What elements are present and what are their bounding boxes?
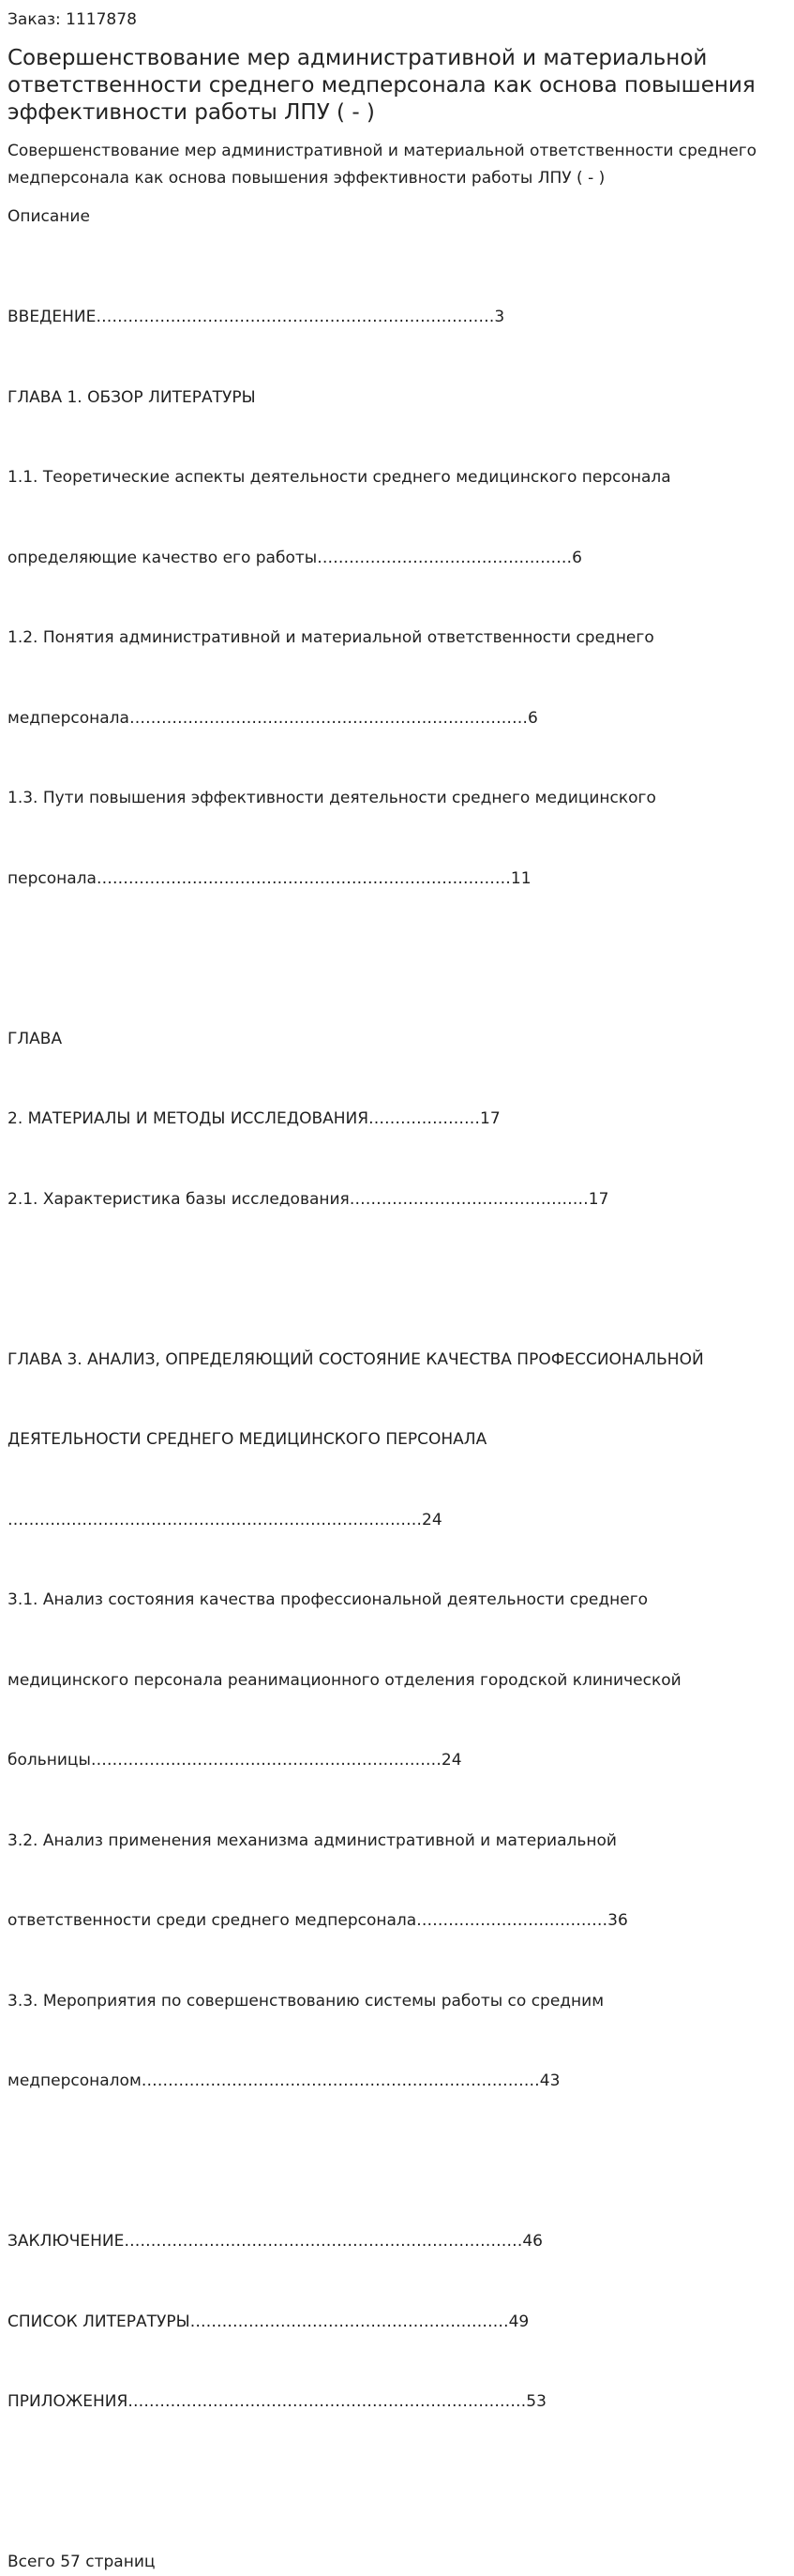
toc-spacer — [7, 1266, 787, 1293]
toc-section-3-1-line-2: медицинского персонала реанимационного отделения городской клинической — [7, 1670, 682, 1690]
toc-section-3-1-line-1: 3.1. Анализ состояния качества профессиональной деятельности среднего — [7, 1590, 649, 1609]
total-pages: Всего 57 страниц — [7, 2553, 156, 2571]
toc-chapter-2-line-1: ГЛАВА — [7, 1029, 63, 1048]
toc-section-3-3-line-1: 3.3. Мероприятия по совершенствованию системы работы со средним — [7, 1991, 605, 2011]
toc-section-2-1: 2.1. Характеристика базы исследования………………………………………17 — [7, 1189, 609, 1209]
toc-spacer — [7, 945, 787, 972]
toc-conclusion: ЗАКЛЮЧЕНИЕ…………………………………………………………………46 — [7, 2232, 544, 2251]
toc-chapter-3-line-3: ……………………………………………………………………24 — [7, 1510, 442, 1529]
toc-chapter-2-line-2: 2. МАТЕРИАЛЫ И МЕТОДЫ ИССЛЕДОВАНИЯ…………………17 — [7, 1109, 501, 1128]
toc-section-1-3-line-2: персонала……………………………………………………………………11 — [7, 868, 532, 888]
toc-spacer — [7, 2148, 787, 2176]
toc-section-3-2-line-1: 3.2. Анализ применения механизма административной и материальной — [7, 1830, 617, 1850]
page-subtitle: Совершенствование мер административной и материальной ответственности среднего медперсонала как основа повышения эффективности работы ЛПУ ( - ) — [7, 142, 757, 188]
toc-chapter-1: ГЛАВА 1. ОБЗОР ЛИТЕРАТУРЫ — [7, 387, 256, 407]
toc-introduction: ВВЕДЕНИЕ…………………………………………………………………3 — [7, 308, 505, 326]
toc-section-1-3-line-1: 1.3. Пути повышения эффективности деятельности среднего медицинского — [7, 789, 656, 807]
toc-section-3-3-line-2: медперсоналом…………………………………………………………………43 — [7, 2071, 561, 2090]
description-heading: Описание — [7, 207, 90, 226]
toc-section-1-1-line-2: определяющие качество его работы…………………………………………6 — [7, 548, 582, 567]
page-title: Совершенствование мер административной и материальной ответственности среднего медперсонала как основа повышения эффективности работы ЛПУ ( - ) — [7, 46, 756, 125]
table-of-contents — [7, 250, 787, 2549]
toc-chapter-3-line-1: ГЛАВА 3. АНАЛИЗ, ОПРЕДЕЛЯЮЩИЙ СОСТОЯНИЕ КАЧЕСТВА ПРОФЕССИОНАЛЬНОЙ — [7, 1349, 704, 1369]
order-number: Заказ: 1117878 — [7, 10, 137, 29]
toc-references: СПИСОК ЛИТЕРАТУРЫ……………………………………………………49 — [7, 2312, 530, 2331]
toc-appendices: ПРИЛОЖЕНИЯ…………………………………………………………………53 — [7, 2392, 547, 2411]
toc-section-1-2-line-2: медперсонала…………………………………………………………………6 — [7, 708, 538, 728]
toc-spacer — [7, 2469, 787, 2496]
toc-section-3-1-line-3: больницы…………………………………………………………24 — [7, 1751, 462, 1770]
toc-section-1-1-line-1: 1.1. Теоретические аспекты деятельности среднего медицинского персонала — [7, 468, 671, 487]
toc-section-3-2-line-2: ответственности среди среднего медперсонала………………………………36 — [7, 1911, 628, 1930]
toc-chapter-3-line-2: ДЕЯТЕЛЬНОСТИ СРЕДНЕГО МЕДИЦИНСКОГО ПЕРСОНАЛА — [7, 1430, 487, 1449]
toc-section-1-2-line-1: 1.2. Понятия административной и материальной ответственности среднего — [7, 628, 654, 647]
